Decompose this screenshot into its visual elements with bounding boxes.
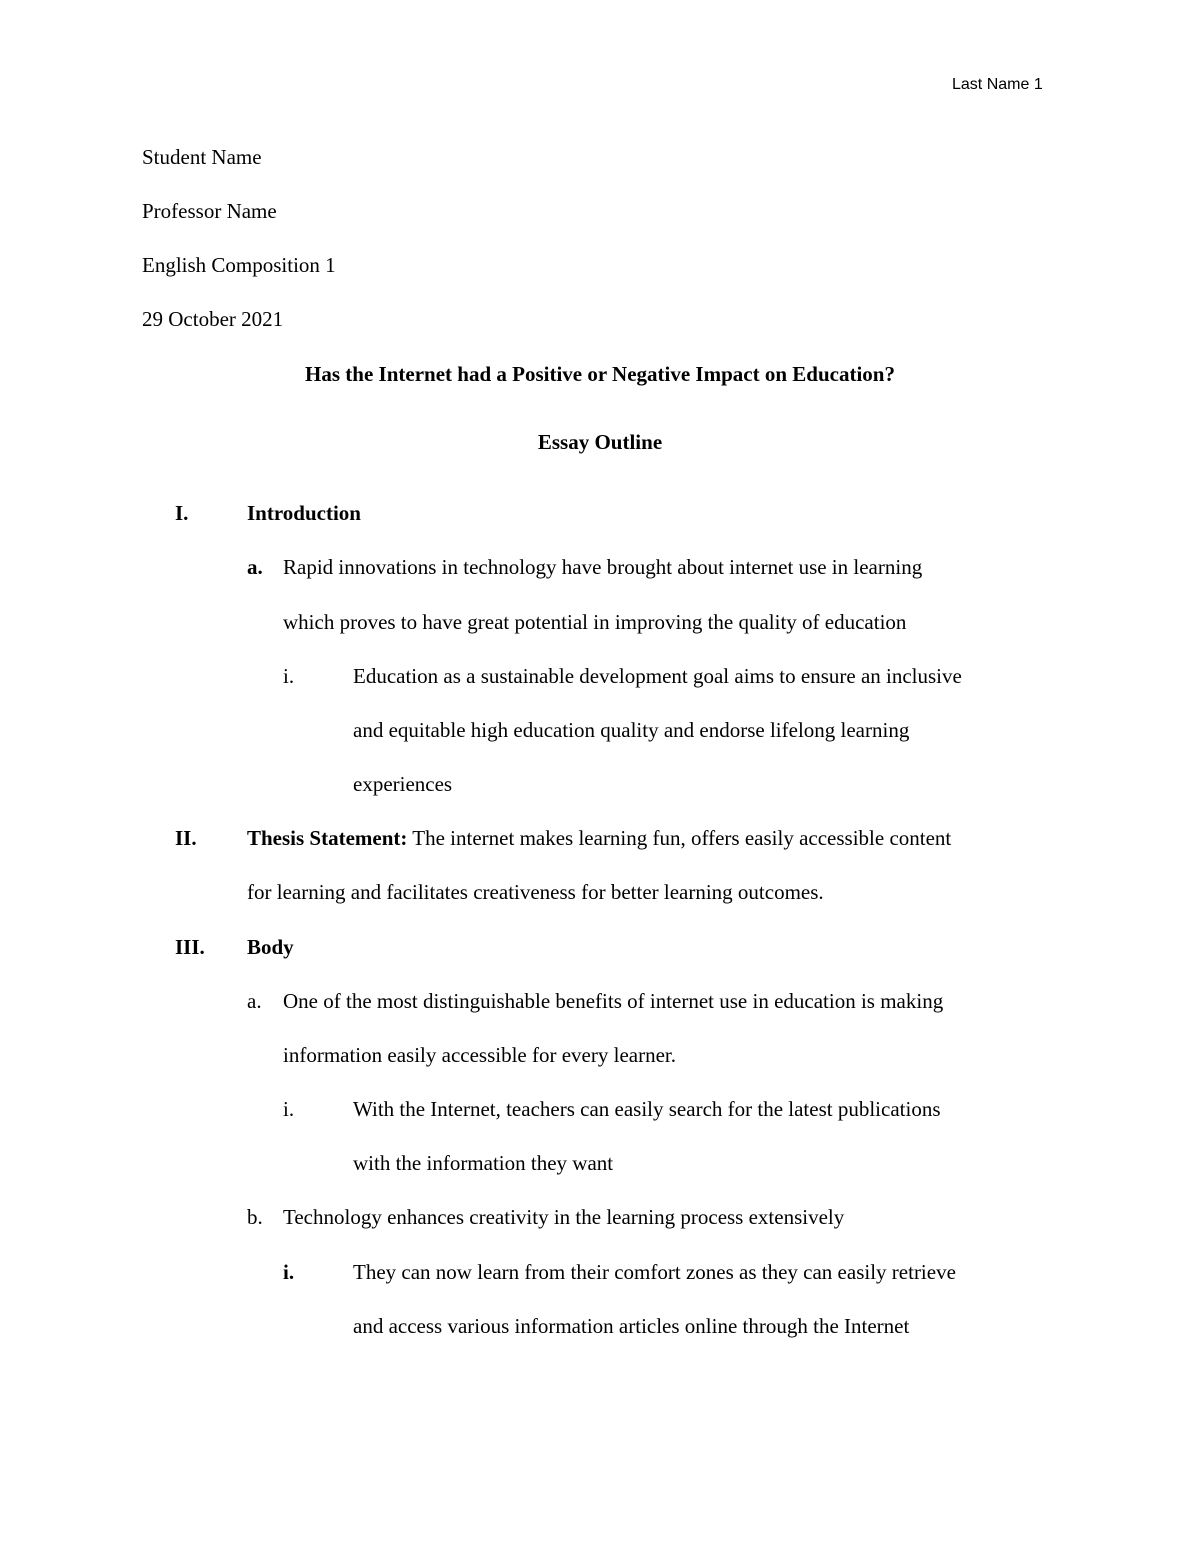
thesis-text: The internet makes learning fun, offers easily accessible content <box>407 826 952 850</box>
outline-line: and equitable high education quality and endorse lifelong learning <box>353 718 910 742</box>
outline-line: Rapid innovations in technology have brought about internet use in learning <box>283 555 923 579</box>
outline-line: Technology enhances creativity in the learning process extensively <box>283 1205 845 1229</box>
course-name: English Composition 1 <box>142 253 336 277</box>
professor-name: Professor Name <box>142 199 277 223</box>
outline-line: information easily accessible for every learner. <box>283 1043 676 1067</box>
section-numeral-body: III. <box>175 935 205 959</box>
outline-line: for learning and facilitates creativeness for better learning outcomes. <box>247 880 824 904</box>
outline-line: and access various information articles online through the Internet <box>353 1314 910 1338</box>
list-marker: i. <box>283 664 295 688</box>
list-marker: b. <box>247 1205 263 1229</box>
thesis-label: Thesis Statement: <box>247 826 408 850</box>
outline-line: experiences <box>353 772 453 796</box>
outline-line: with the information they want <box>353 1151 614 1175</box>
outline-line: which proves to have great potential in improving the quality of education <box>283 610 907 634</box>
list-marker: a. <box>247 555 263 579</box>
outline-line: Education as a sustainable development goal aims to ensure an inclusive <box>353 664 962 688</box>
student-name: Student Name <box>142 145 262 169</box>
outline-line: One of the most distinguishable benefits of internet use in education is making <box>283 989 944 1013</box>
section-heading-intro: Introduction <box>247 501 361 525</box>
list-marker: a. <box>247 989 262 1013</box>
list-marker: i. <box>283 1097 295 1121</box>
thesis-line-1 <box>247 828 951 849</box>
section-numeral-intro: I. <box>175 501 189 525</box>
document-subtitle: Essay Outline <box>537 430 663 454</box>
list-marker: i. <box>283 1260 295 1284</box>
section-heading-body: Body <box>247 935 294 959</box>
document-date: 29 October 2021 <box>142 307 284 331</box>
running-head: Last Name 1 <box>952 76 1043 93</box>
outline-line: With the Internet, teachers can easily search for the latest publications <box>353 1097 941 1121</box>
section-numeral-thesis: II. <box>175 826 197 850</box>
document-title: Has the Internet had a Positive or Negative Impact on Education? <box>305 362 895 386</box>
outline-line: They can now learn from their comfort zones as they can easily retrieve <box>353 1260 956 1284</box>
